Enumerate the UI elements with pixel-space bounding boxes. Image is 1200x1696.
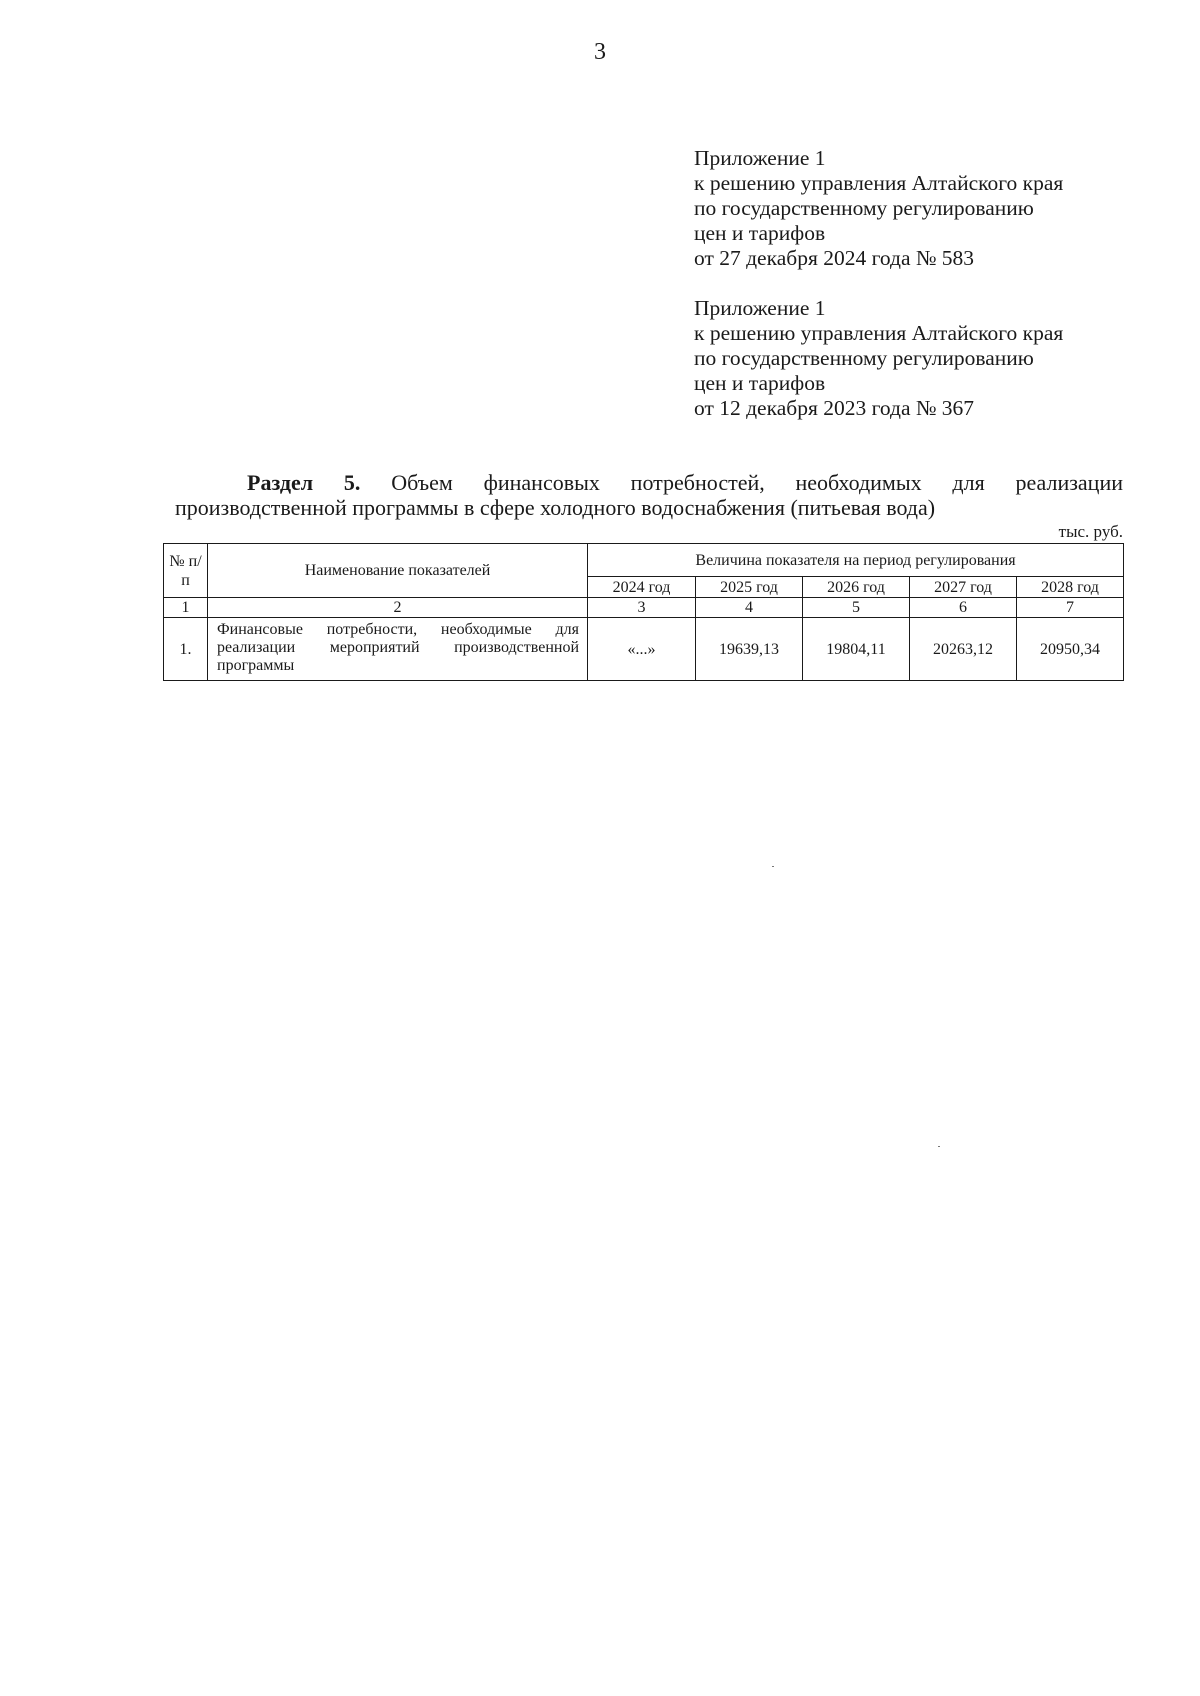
header-year: 2028 год (1017, 577, 1124, 598)
appendix-line: по государственному регулированию (694, 346, 1034, 370)
row-value: 20950,34 (1017, 618, 1124, 681)
header-number: № п/п (164, 544, 208, 598)
row-value: 19639,13 (696, 618, 803, 681)
row-value: «...» (588, 618, 696, 681)
section-heading-line-1 (175, 470, 1123, 495)
column-number: 6 (910, 598, 1017, 618)
column-number: 1 (164, 598, 208, 618)
column-number: 4 (696, 598, 803, 618)
appendix-block-2023 (694, 296, 1174, 421)
header-year: 2024 год (588, 577, 696, 598)
appendix-line: к решению управления Алтайского края (694, 321, 1064, 345)
column-number: 5 (803, 598, 910, 618)
row-value: 19804,11 (803, 618, 910, 681)
header-indicator-name: Наименование показателей (208, 544, 588, 598)
table-row (164, 618, 1124, 681)
scan-speck (938, 1146, 940, 1147)
column-number-row (164, 598, 1124, 618)
row-number: 1. (164, 618, 208, 681)
appendix-line: цен и тарифов (694, 371, 826, 395)
financial-needs-table (163, 543, 1124, 681)
section-heading (175, 470, 1123, 520)
appendix-block-2024 (694, 146, 1174, 271)
appendix-title: Приложение 1 (694, 146, 826, 170)
table-header-row (164, 544, 1124, 577)
appendix-date-line: от 12 декабря 2023 года № 367 (694, 396, 974, 420)
section-label: Раздел 5. (247, 470, 361, 495)
section-title-part-1: Объем финансовых потребностей, необходимых для реализации (391, 470, 1124, 495)
section-heading-line-2: производственной программы в сфере холодного водоснабжения (питьевая вода) (175, 495, 936, 520)
header-year: 2026 год (803, 577, 910, 598)
appendix-line: цен и тарифов (694, 221, 826, 245)
unit-label: тыс. руб. (1058, 522, 1123, 541)
page-number: 3 (594, 39, 606, 65)
appendix-line: по государственному регулированию (694, 196, 1034, 220)
appendix-date-line: от 27 декабря 2024 года № 583 (694, 246, 974, 270)
scan-speck (772, 866, 774, 867)
header-year: 2025 год (696, 577, 803, 598)
column-number: 7 (1017, 598, 1124, 618)
column-number: 3 (588, 598, 696, 618)
header-period-group: Величина показателя на период регулирования (588, 544, 1124, 577)
appendix-title: Приложение 1 (694, 296, 826, 320)
appendix-line: к решению управления Алтайского края (694, 171, 1064, 195)
row-indicator-name: Финансовые потребности, необходимые для реализации мероприятий производственной программы (208, 618, 588, 681)
column-number: 2 (208, 598, 588, 618)
row-value: 20263,12 (910, 618, 1017, 681)
header-year: 2027 год (910, 577, 1017, 598)
